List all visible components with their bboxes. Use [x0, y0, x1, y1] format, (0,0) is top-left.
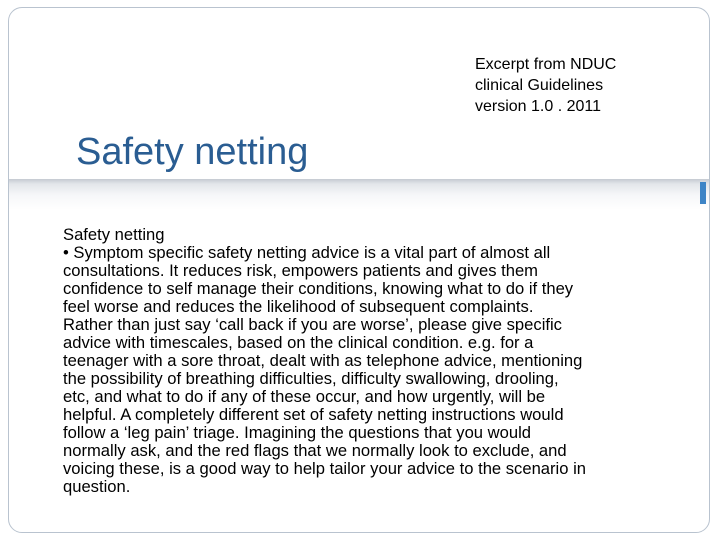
excerpt-line: clinical Guidelines	[475, 77, 604, 94]
body-line: follow a ‘leg pain’ triage. Imagining the questions that you would	[63, 423, 531, 442]
body-line: teenager with a sore throat, dealt with as telephone advice, mentioning	[63, 351, 583, 370]
body-text	[63, 226, 688, 496]
body-line: etc, and what to do if any of these occur, and how urgently, will be	[63, 387, 546, 406]
body-heading: Safety netting	[63, 225, 165, 244]
body-line: helpful. A completely different set of safety netting instructions would	[63, 405, 564, 424]
excerpt-line: version 1.0 . 2011	[475, 98, 602, 115]
body-line: confidence to self manage their conditions, knowing what to do if they	[63, 279, 574, 298]
body-line: • Symptom specific safety netting advice is a vital part of almost all	[63, 243, 551, 262]
body-line: normally ask, and the red flags that we normally look to exclude, and	[63, 441, 567, 460]
body-line: Rather than just say ‘call back if you are worse’, please give specific	[63, 315, 562, 334]
title-divider	[9, 179, 709, 210]
body-line: advice with timescales, based on the clinical condition. e.g. for a	[63, 333, 534, 352]
body-line: consultations. It reduces risk, empowers patients and gives them	[63, 261, 538, 280]
excerpt-line: Excerpt from NDUC	[475, 56, 617, 73]
body-line: feel worse and reduces the likelihood of subsequent complaints.	[63, 297, 534, 316]
body-line: the possibility of breathing difficulties, difficulty swallowing, drooling,	[63, 369, 559, 388]
body-line: question.	[63, 477, 131, 496]
body-line: voicing these, is a good way to help tailor your advice to the scenario in	[63, 459, 587, 478]
excerpt-note	[475, 54, 695, 117]
slide-title: Safety netting	[76, 131, 309, 173]
divider-accent	[700, 182, 706, 204]
